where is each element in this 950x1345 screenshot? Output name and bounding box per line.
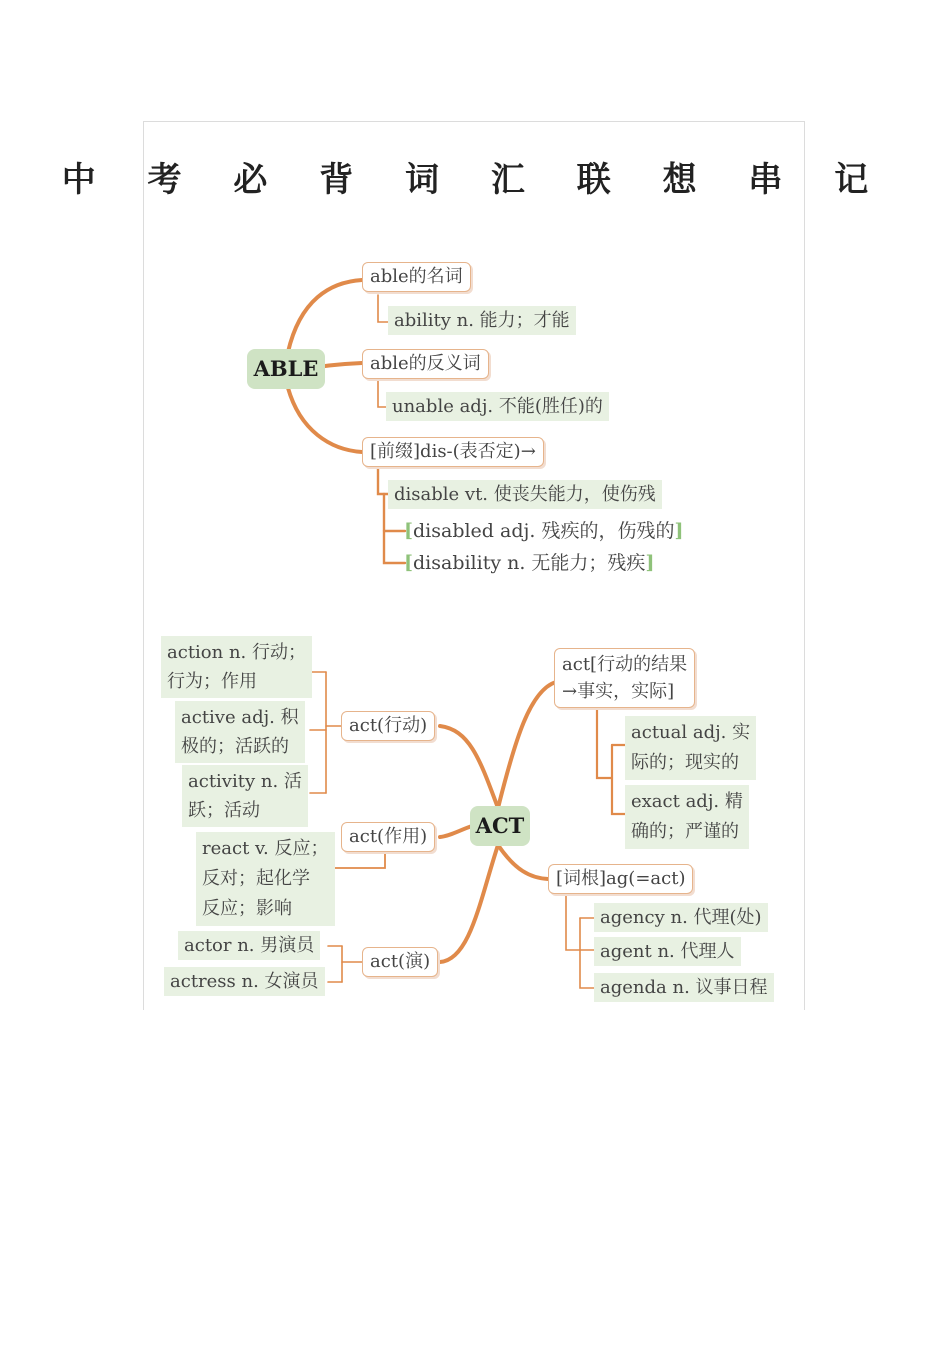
root-able: ABLE (247, 349, 325, 389)
leaf-react (196, 832, 335, 926)
leaf-actual-line1: actual adj. 实 (631, 722, 751, 743)
able-noun-item: ability n. 能力；才能 (388, 306, 576, 335)
leaf-exact-line1: exact adj. 精 (631, 791, 743, 812)
able-sub-disabled-text: disabled adj. 残疾的，伤残的 (413, 520, 675, 542)
leaf-actress: actress n. 女演员 (164, 967, 325, 996)
leaf-agency: agency n. 代理(处) (594, 903, 768, 932)
able-antonym-box: able的反义词 (362, 349, 489, 379)
able-prefix-box: [前缀]dis-(表否定)→ (362, 437, 544, 467)
able-sub-disability-text: disability n. 无能力；残疾 (413, 552, 646, 574)
leaf-agenda: agenda n. 议事日程 (594, 973, 774, 1002)
able-sub-disability: [disability n. 无能力；残疾] (404, 552, 655, 574)
act-result-box (554, 648, 695, 708)
leaf-react-line2: 反对；起化学 (202, 868, 310, 889)
act-action-box: act(行动) (341, 711, 435, 741)
act-result-line1: act[行动的结果 (562, 654, 688, 675)
able-prefix-item: disable vt. 使丧失能力，使伤残 (388, 480, 662, 509)
act-perform-box: act(演) (362, 947, 438, 977)
able-sub-disabled: [disabled adj. 残疾的，伤残的] (404, 520, 684, 542)
root-act: ACT (470, 806, 530, 846)
leaf-active-line2: 极的；活跃的 (181, 736, 289, 757)
leaf-action-line1: action n. 行动； (167, 642, 306, 663)
leaf-action (161, 636, 312, 698)
act-effect-box: act(作用) (341, 822, 435, 852)
able-antonym-item: unable adj. 不能(胜任)的 (386, 392, 609, 421)
leaf-active-line1: active adj. 积 (181, 707, 299, 728)
leaf-react-line3: 反应；影响 (202, 898, 292, 919)
able-noun-box: able的名词 (362, 262, 471, 292)
leaf-actual (625, 716, 756, 780)
leaf-activity-line2: 跃；活动 (188, 800, 260, 821)
page-title: 中 考 必 背 词 汇 联 想 串 记 (61, 160, 889, 200)
leaf-active (175, 701, 305, 763)
leaf-activity (182, 765, 308, 827)
leaf-agent: agent n. 代理人 (594, 937, 741, 966)
leaf-actor: actor n. 男演员 (178, 931, 320, 960)
leaf-activity-line1: activity n. 活 (188, 771, 302, 792)
leaf-action-line2: 行为；作用 (167, 671, 257, 692)
act-root-box: [词根]ag(=act) (548, 864, 693, 894)
act-result-line2: →事实，实际] (562, 681, 675, 702)
leaf-exact (625, 785, 749, 849)
leaf-exact-line2: 确的；严谨的 (631, 821, 739, 842)
leaf-actual-line2: 际的；现实的 (631, 752, 739, 773)
leaf-react-line1: react v. 反应； (202, 838, 329, 859)
